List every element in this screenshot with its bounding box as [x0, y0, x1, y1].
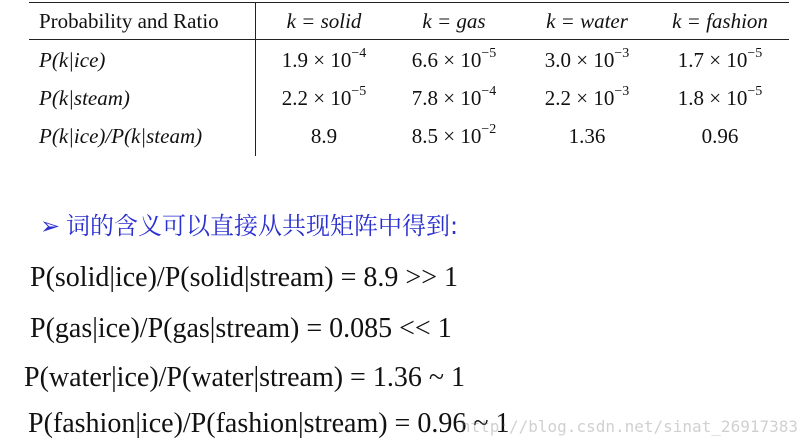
watermark: http://blog.csdn.net/sinat_26917383 — [460, 417, 798, 436]
cell-value: 3.0 × 10 — [544, 48, 615, 72]
cell-exponent: −5 — [351, 84, 367, 99]
cell-value: 8.5 × 10 — [411, 124, 482, 148]
bullet-text: 词的含义可以直接从共现矩阵中得到: — [66, 212, 459, 240]
cell-ratio-fashion — [655, 124, 785, 149]
table-header-rule — [29, 39, 789, 40]
cell-steam-water — [527, 86, 647, 111]
cell-value: 1.36 — [568, 124, 606, 148]
cell-steam-fashion — [655, 86, 785, 111]
probability-table — [29, 0, 789, 160]
equation-gas: P(gas|ice)/P(gas|stream) = 0.085 << 1 — [30, 313, 452, 344]
cell-ice-gas — [399, 48, 509, 73]
cell-exponent: −2 — [481, 122, 497, 137]
cell-value: 6.6 × 10 — [411, 48, 482, 72]
cell-exponent: −5 — [481, 46, 497, 61]
equation-solid: P(solid|ice)/P(solid|stream) = 8.9 >> 1 — [30, 262, 458, 293]
table-top-rule — [29, 2, 789, 3]
cell-ratio-water — [527, 124, 647, 149]
cell-steam-solid — [264, 86, 384, 111]
table-header-gas: k = gas — [422, 9, 486, 33]
cell-value: 2.2 × 10 — [281, 86, 352, 110]
table-header-label: Probability and Ratio — [39, 9, 219, 33]
arrow-right-icon: ➢ — [40, 212, 61, 240]
cell-value: 8.9 — [310, 124, 338, 148]
cell-exponent: −4 — [351, 46, 367, 61]
table-header-solid: k = solid — [286, 9, 362, 33]
table-header-fashion: k = fashion — [672, 9, 768, 33]
equation-fashion: P(fashion|ice)/P(fashion|stream) = 0.96 ~ 1 — [28, 408, 510, 439]
cell-value: 1.7 × 10 — [677, 48, 748, 72]
cell-exponent: −3 — [614, 46, 630, 61]
cell-exponent: −5 — [747, 46, 763, 61]
cell-exponent: −3 — [614, 84, 630, 99]
cell-ice-fashion — [655, 48, 785, 73]
cell-exponent: −5 — [747, 84, 763, 99]
table-header-water: k = water — [546, 9, 628, 33]
table-vertical-rule — [255, 2, 256, 156]
cell-ratio-solid — [264, 124, 384, 149]
cell-value: 1.8 × 10 — [677, 86, 748, 110]
cell-steam-gas — [399, 86, 509, 111]
cell-value: 1.9 × 10 — [281, 48, 352, 72]
cell-value: 7.8 × 10 — [411, 86, 482, 110]
cell-value: 2.2 × 10 — [544, 86, 615, 110]
bullet-point — [40, 206, 458, 241]
row-label-ratio: P(k|ice)/P(k|steam) — [39, 124, 203, 148]
row-label-p-k-ice: P(k|ice) — [39, 48, 106, 72]
equation-water: P(water|ice)/P(water|stream) = 1.36 ~ 1 — [24, 362, 465, 393]
cell-ice-solid — [264, 48, 384, 73]
cell-ratio-gas — [399, 124, 509, 149]
cell-value: 0.96 — [701, 124, 739, 148]
cell-ice-water — [527, 48, 647, 73]
row-label-p-k-steam: P(k|steam) — [39, 86, 130, 110]
cell-exponent: −4 — [481, 84, 497, 99]
